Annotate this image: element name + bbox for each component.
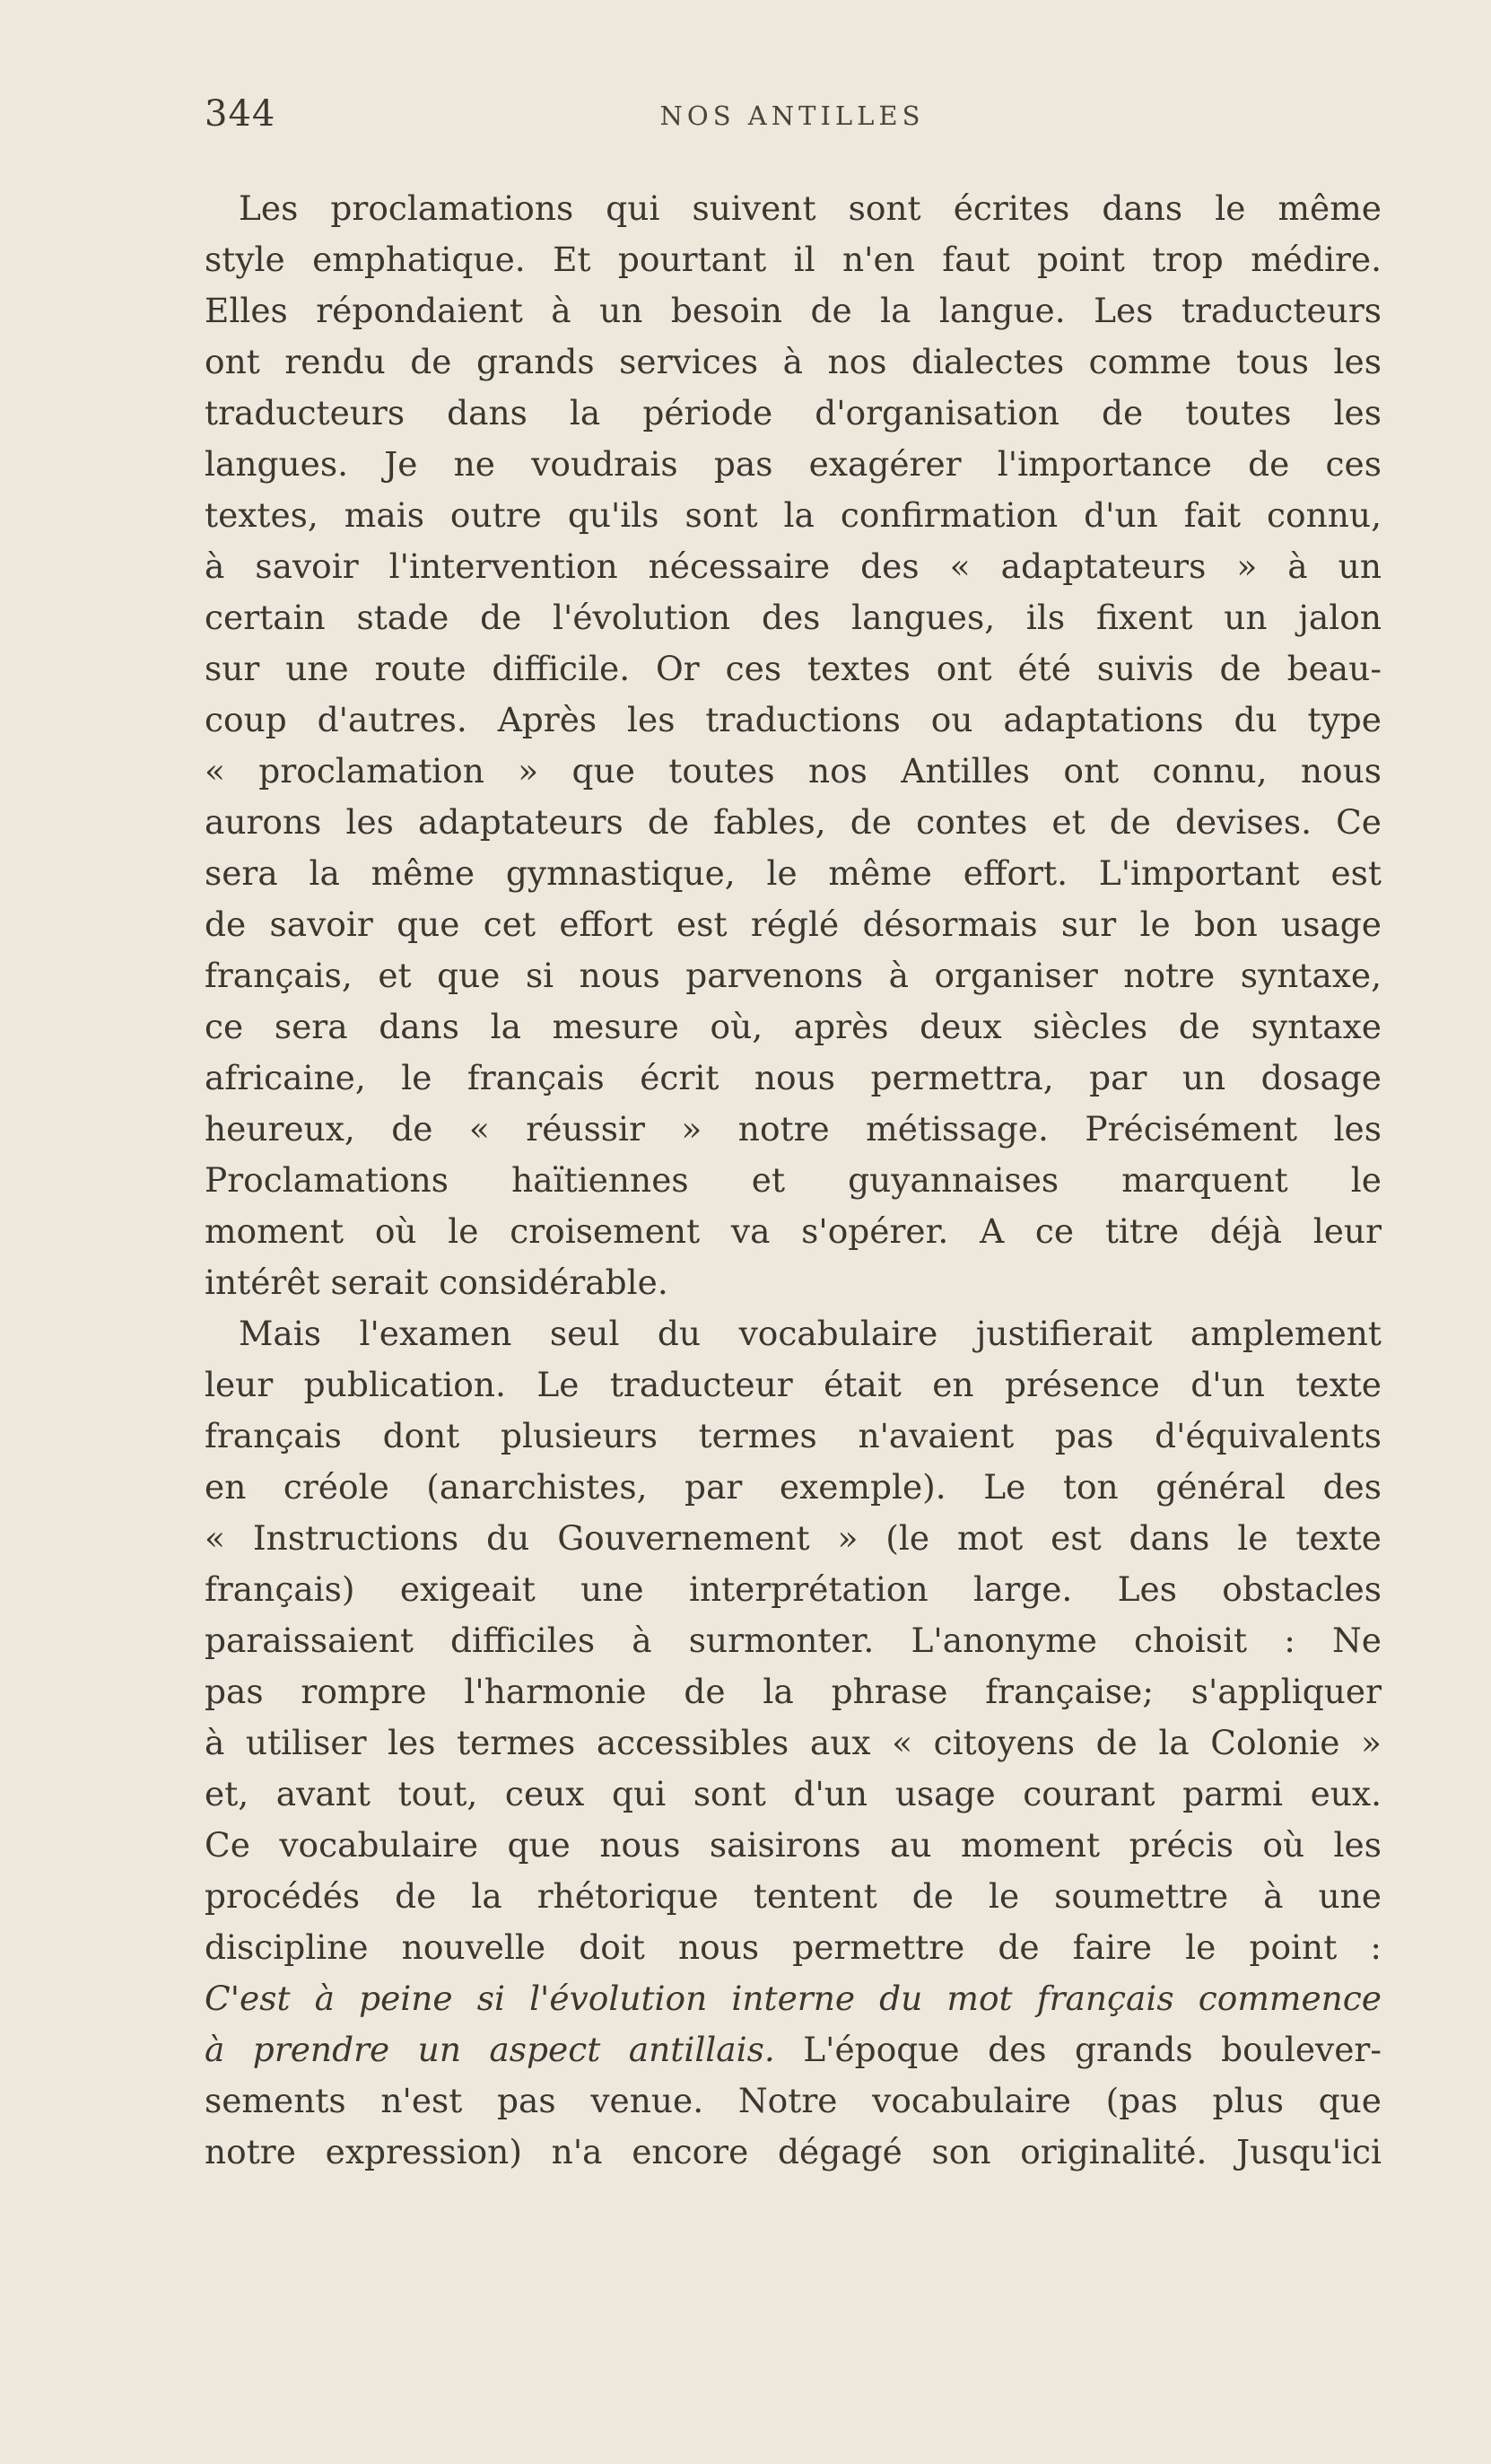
page-number: 344: [205, 93, 276, 135]
text-line: sur une route difficile. Or ces textes ont été suivis de beau-: [205, 649, 1382, 688]
text-line: Ce vocabulaire que nous saisirons au moment précis où les: [205, 1825, 1382, 1865]
text-line: et, avant tout, ceux qui sont d'un usage courant parmi eux.: [205, 1774, 1382, 1813]
text-line: moment où le croisement va s'opérer. A ce titre déjà leur: [205, 1211, 1382, 1251]
text-line: à savoir l'intervention nécessaire des « adaptateurs » à un: [205, 546, 1382, 586]
text-line: « Instructions du Gouvernement » (le mot est dans le texte: [205, 1518, 1382, 1558]
page-header: [205, 93, 1380, 140]
text-line: [205, 2024, 1382, 2075]
text-line: en créole (anarchistes, par exemple). Le ton général des: [205, 1467, 1382, 1507]
text-line: sera la même gymnastique, le même effort. L'important est: [205, 853, 1382, 893]
text-line: leur publication. Le traducteur était en présence d'un texte: [205, 1365, 1382, 1404]
text-line: de savoir que cet effort est réglé désormais sur le bon usage: [205, 904, 1382, 944]
text-line: coup d'autres. Après les traductions ou adaptations du type: [205, 700, 1382, 739]
text-line: pas rompre l'harmonie de la phrase française; s'appliquer: [205, 1672, 1382, 1711]
text-line: style emphatique. Et pourtant il n'en faut point trop médire.: [205, 240, 1382, 279]
text-line: langues. Je ne voudrais pas exagérer l'importance de ces: [205, 444, 1382, 484]
text-line: notre expression) n'a encore dégagé son originalité. Jusqu'ici: [205, 2132, 1382, 2171]
text-line: discipline nouvelle doit nous permettre de faire le point :: [205, 1927, 1382, 1967]
text-line: heureux, de « réussir » notre métissage. Précisément les: [205, 1109, 1382, 1149]
text-line: à utiliser les termes accessibles aux « citoyens de la Colonie »: [205, 1723, 1382, 1762]
text-line: aurons les adaptateurs de fables, de contes et de devises. Ce: [205, 802, 1382, 842]
text-line: Mais l'examen seul du vocabulaire justifierait amplement: [239, 1314, 1382, 1353]
text-line: Elles répondaient à un besoin de la langue. Les traducteurs: [205, 291, 1382, 330]
text-line: « proclamation » que toutes nos Antilles ont connu, nous: [205, 751, 1382, 791]
text-line: Les proclamations qui suivent sont écrites dans le même: [239, 188, 1382, 228]
text-line-rest: L'époque des grands boulever-: [774, 2030, 1382, 2069]
text-line: sements n'est pas venue. Notre vocabulaire (pas plus que: [205, 2081, 1382, 2120]
text-line: ce sera dans la mesure où, après deux siècles de syntaxe: [205, 1007, 1382, 1046]
text-line: C'est à peine si l'évolution interne du mot français commence: [205, 1979, 1382, 2018]
text-line: français) exigeait une interprétation large. Les obstacles: [205, 1569, 1382, 1609]
text-line: certain stade de l'évolution des langues, ils fixent un jalon: [205, 598, 1382, 637]
text-line: français dont plusieurs termes n'avaient pas d'équivalents: [205, 1416, 1382, 1455]
text-line: Proclamations haïtiennes et guyannaises marquent le: [205, 1160, 1382, 1200]
body-text: [205, 183, 1382, 2178]
text-line: intérêt serait considérable.: [205, 1263, 668, 1302]
text-line: textes, mais outre qu'ils sont la confirmation d'un fait connu,: [205, 495, 1382, 535]
text-line: ont rendu de grands services à nos dialectes comme tous les: [205, 342, 1382, 381]
text-line: paraissaient difficiles à surmonter. L'anonyme choisit : Ne: [205, 1621, 1382, 1660]
text-line: africaine, le français écrit nous permettra, par un dosage: [205, 1058, 1382, 1097]
text-line: français, et que si nous parvenons à organiser notre syntaxe,: [205, 956, 1382, 995]
italic-text: à prendre un aspect antillais.: [205, 2030, 775, 2069]
running-title: NOS ANTILLES: [659, 100, 925, 131]
text-line: procédés de la rhétorique tentent de le soumettre à une: [205, 1876, 1382, 1916]
text-line: traducteurs dans la période d'organisation de toutes les: [205, 393, 1382, 433]
